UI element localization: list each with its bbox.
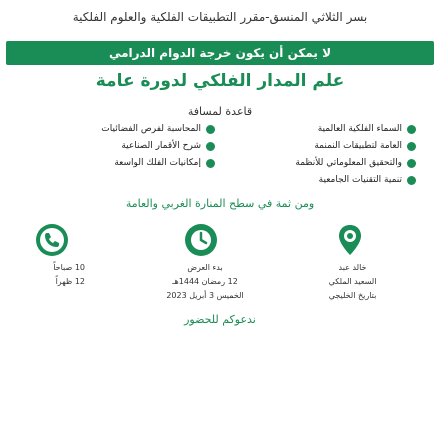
bullet-text: المحاسبة لفرص الفضائيات	[101, 124, 201, 134]
bullet-item	[225, 122, 416, 136]
top-line: بسر الثلاثي المنسق-مقرر التطبيقات الفلكية والعلوم الفلكية	[72, 10, 368, 24]
date-line: بدء العرض	[187, 263, 223, 272]
date-info	[140, 261, 270, 303]
bullet-dot-icon	[407, 176, 416, 185]
date-line: 12 رمضان 1444هـ	[172, 277, 238, 286]
time-info	[25, 261, 85, 289]
bullet-dot-icon	[206, 142, 215, 151]
bullet-item	[24, 156, 215, 170]
bullet-item	[24, 122, 215, 136]
bullet-text: السماء الفلكية العالمية	[317, 124, 402, 134]
main-title: علم المدار الفلكي لدورة عامة	[95, 71, 345, 91]
bullet-list	[24, 122, 416, 187]
phone-icon	[34, 222, 70, 258]
date-line: الخميس 3 أبريل 2023	[166, 291, 244, 300]
section-title: ومن ثمة في سطح المنارة الغربي والعامة	[125, 197, 315, 210]
bottom-title: ندعوكم للحضور	[184, 313, 256, 326]
green-banner: لا يمكن أن يكون خرجة الدوام الدرامي	[6, 41, 434, 65]
bullet-text: تنمية التقنيات الجامعية	[318, 175, 402, 185]
bullet-item	[24, 139, 215, 153]
bullet-dot-icon	[206, 159, 215, 168]
icon-row	[0, 222, 440, 258]
clock-icon	[183, 222, 219, 258]
bullet-dot-icon	[407, 125, 416, 134]
bullet-dot-icon	[407, 159, 416, 168]
bullet-text: والتحقيق المعلوماتي للأنظمة	[295, 158, 402, 168]
subtitle: قاعدة لمسافة	[187, 105, 253, 118]
location-line: خالد عبد	[338, 263, 367, 272]
bullet-dot-icon	[407, 142, 416, 151]
bullet-text: إمكانيات الفلك الواسعة	[114, 158, 201, 168]
location-icon	[332, 222, 368, 258]
bullet-dot-icon	[206, 125, 215, 134]
time-line: 10 صباحاً	[53, 263, 85, 272]
location-line: السعيد الملكي	[328, 277, 377, 286]
bullet-text: شرح الأقمار الصناعية	[121, 141, 201, 151]
time-line: 12 ظهراً	[55, 277, 85, 286]
bullet-item	[225, 156, 416, 170]
location-info	[300, 261, 405, 303]
bullet-item	[225, 139, 416, 153]
bullet-text: العامة لتطبيقات النمنمة	[314, 141, 402, 151]
location-line: بتاريخ الخليجي	[328, 291, 377, 300]
bullet-item	[225, 173, 416, 187]
